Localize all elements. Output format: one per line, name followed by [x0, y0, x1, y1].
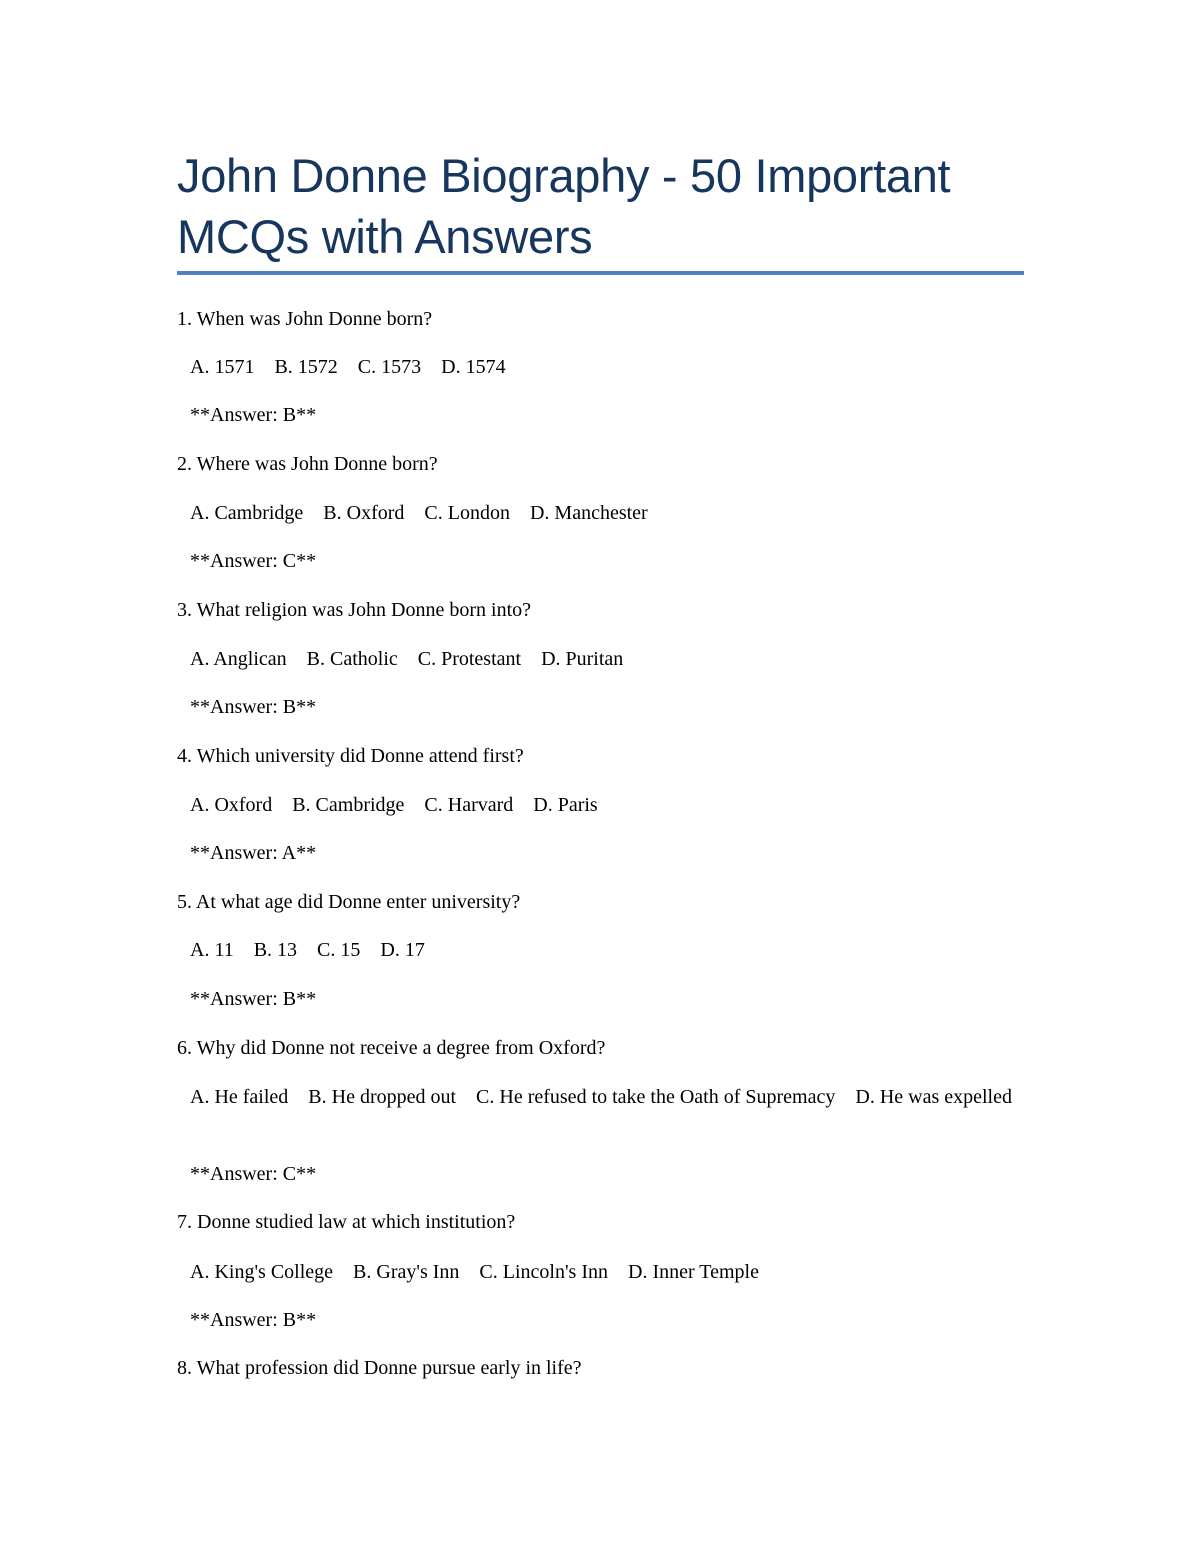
- question-answer: **Answer: B**: [190, 1309, 317, 1331]
- question-options: A. 1571 B. 1572 C. 1573 D. 1574: [190, 356, 506, 378]
- question-text: 2. Where was John Donne born?: [177, 453, 438, 475]
- question-text: 8. What profession did Donne pursue early in life?: [177, 1357, 582, 1379]
- question-text: 7. Donne studied law at which institution?: [177, 1211, 516, 1233]
- question-options: A. He failed B. He dropped out C. He refused to take the Oath of Supremacy D. He was expelled: [190, 1086, 1012, 1108]
- question-options: A. Anglican B. Catholic C. Protestant D. Puritan: [190, 648, 624, 670]
- title-underline: [177, 271, 1024, 275]
- question-answer: **Answer: C**: [190, 1163, 317, 1185]
- question-text: 1. When was John Donne born?: [177, 308, 433, 330]
- question-answer: **Answer: B**: [190, 988, 317, 1010]
- question-answer: **Answer: C**: [190, 550, 317, 572]
- question-text: 5. At what age did Donne enter university?: [177, 891, 521, 913]
- question-text: 4. Which university did Donne attend first?: [177, 745, 524, 767]
- question-text: 6. Why did Donne not receive a degree from Oxford?: [177, 1037, 606, 1059]
- question-answer: **Answer: B**: [190, 404, 317, 426]
- question-answer: **Answer: A**: [190, 842, 317, 864]
- question-answer: **Answer: B**: [190, 696, 317, 718]
- question-options: A. Cambridge B. Oxford C. London D. Manchester: [190, 502, 648, 524]
- question-text: 3. What religion was John Donne born into?: [177, 599, 532, 621]
- question-options: A. Oxford B. Cambridge C. Harvard D. Paris: [190, 794, 598, 816]
- document-title: John Donne Biography - 50 Important MCQs with Answers: [177, 149, 951, 263]
- question-options: A. 11 B. 13 C. 15 D. 17: [190, 939, 425, 961]
- question-options: A. King's College B. Gray's Inn C. Lincoln's Inn D. Inner Temple: [190, 1261, 759, 1283]
